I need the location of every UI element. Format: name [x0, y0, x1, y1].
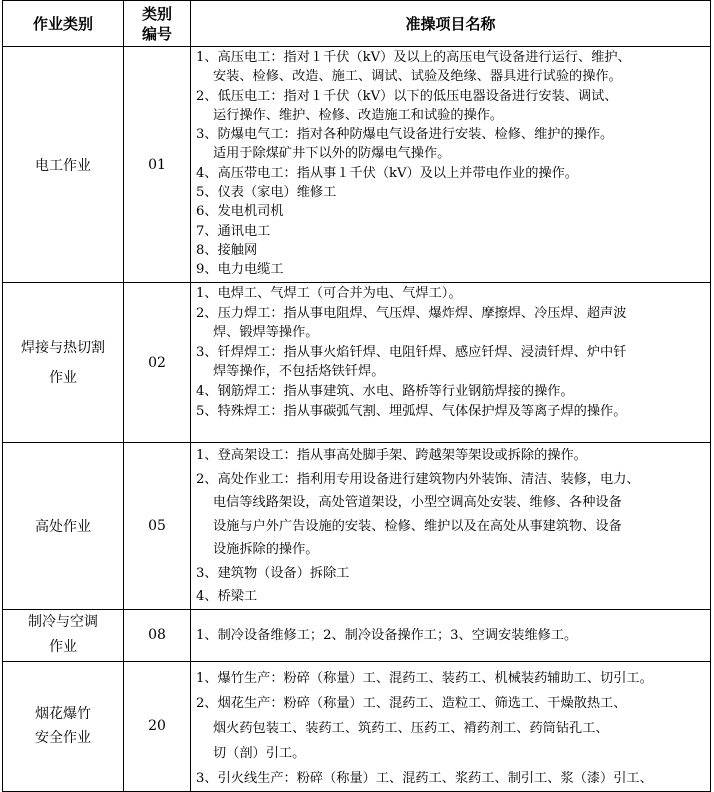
- header-items: 准操项目名称: [191, 1, 711, 47]
- item-line: 烟火药包装工、装药工、筑药工、压药工、褙药剂工、药筒钻孔工、: [213, 720, 609, 736]
- list-item: [196, 766, 706, 791]
- category-cell: [3, 47, 124, 283]
- item-line: 5、仪表（家电）维修工: [196, 185, 337, 201]
- item-line: 焊、锻焊等操作。: [213, 325, 319, 341]
- item-line: 8、接触网: [196, 242, 258, 258]
- items-cell: [191, 443, 711, 610]
- header-code: [124, 1, 191, 47]
- category-text: 焊接与热切割: [21, 339, 105, 356]
- item-line: 安装、检修、改造、施工、调试、试验及绝缘、器具进行试验的操作。: [213, 69, 622, 85]
- item-line: 3、建筑物（设备）拆除工: [196, 565, 350, 581]
- items-cell: [191, 609, 711, 661]
- code-cell: 01: [124, 47, 191, 283]
- list-item: [196, 284, 706, 304]
- list-item: [196, 183, 706, 202]
- permit-table: [2, 0, 711, 792]
- list-item: [196, 202, 706, 221]
- table-row: [3, 661, 711, 791]
- list-item: [196, 402, 706, 422]
- header-row: [3, 1, 711, 47]
- list-item: [196, 222, 706, 241]
- item-line: 1、电焊工、气焊工（可合并为电、气焊工）。: [196, 286, 462, 301]
- item-line: 9、电力电缆工: [196, 262, 284, 278]
- category-text: 制冷与空调: [28, 614, 98, 630]
- table-row: [3, 47, 711, 283]
- item-line: 5、特殊焊工：指从事碳弧气割、埋弧焊、气体保护焊及等离子焊的操作。: [196, 403, 627, 419]
- category-cell: [3, 609, 124, 661]
- item-line: 4、桥梁工: [196, 589, 258, 604]
- item-line: 切（剖）引工。: [213, 745, 306, 761]
- category-text: 烟花爆竹: [35, 706, 91, 722]
- item-line: 3、引火线生产：粉碎（称量）工、混药工、浆药工、制引工、浆（漆）引工、: [196, 770, 653, 786]
- list-item: [196, 87, 706, 126]
- code-cell: 20: [124, 661, 191, 791]
- code-cell: 05: [124, 443, 191, 610]
- list-item: [196, 382, 706, 402]
- item-line: 3、防爆电气工：指对各种防爆电气设备进行安装、检修、维护的操作。: [196, 127, 614, 143]
- category-cell: [3, 661, 124, 791]
- list-item: [196, 444, 706, 468]
- item-line: 3、钎焊焊工：指从事火焰钎焊、电阻钎焊、感应钎焊、浸渍钎焊、炉中钎: [196, 344, 627, 360]
- item-line: 适用于除煤矿井下以外的防爆电气操作。: [213, 146, 451, 162]
- list-item: [196, 562, 706, 586]
- item-line: 运行操作、维护、检修、改造施工和试验的操作。: [213, 107, 504, 123]
- items-cell: [191, 283, 711, 443]
- item-line: 7、通讯电工: [196, 223, 271, 239]
- item-line: 6、发电机司机: [196, 204, 284, 220]
- items-cell: [191, 47, 711, 283]
- table-row: [3, 283, 711, 443]
- table-row: [3, 443, 711, 610]
- item-line: 4、钢筋焊工：指从事建筑、水电、路桥等行业钢筋焊接的操作。: [196, 383, 574, 399]
- category-text: 作业: [49, 639, 77, 655]
- item-line: 2、烟花生产：粉碎（称量）工、混药工、造粒工、筛选工、干燥散热工、: [196, 695, 627, 711]
- item-line: 设施与户外广告设施的安装、检修、维护以及在高处从事建筑物、设备: [213, 518, 622, 534]
- table-row: [3, 609, 711, 661]
- item-line: 1、高压电工：指对１千伏（kV）及以上的高压电气设备进行运行、维护、: [196, 50, 631, 65]
- category-cell: [3, 283, 124, 443]
- category-text: 电工作业: [35, 157, 91, 174]
- item-line: 2、压力焊工：指从事电阻焊、气压焊、爆炸焊、摩擦焊、冷压焊、超声波: [196, 305, 627, 321]
- list-item: [196, 666, 706, 691]
- category-text: 作业: [49, 369, 77, 386]
- category-cell: [3, 443, 124, 610]
- code-cell: 08: [124, 609, 191, 661]
- list-item: [196, 304, 706, 343]
- list-item: [196, 585, 706, 609]
- item-line: 电信等线路架设，高处管道架设，小型空调高处安装、维修、各种设备: [213, 495, 622, 510]
- item-line: 设施拆除的操作。: [213, 542, 319, 557]
- list-item: [196, 260, 706, 279]
- list-item: [196, 48, 706, 87]
- item-line: 1、登高架设工：指从事高处脚手架、跨越架等架设或拆除的操作。: [196, 448, 587, 463]
- list-item: [196, 468, 706, 562]
- list-item: [196, 241, 706, 260]
- list-item: [196, 125, 706, 164]
- item-line: 2、低压电工：指对１千伏（kV）以下的低压电器设备进行安装、调试、: [196, 88, 618, 104]
- item-line: 2、高处作业工：指利用专用设备进行建筑物内外装饰、清洁、装修，电力、: [196, 471, 640, 487]
- header-code-line2: 编号: [141, 24, 172, 43]
- item-line: 1、爆竹生产：粉碎（称量）工、混药工、装药工、机械装药辅助工、切引工。: [196, 670, 653, 686]
- item-line: 焊等操作，不包括烙铁钎焊。: [213, 364, 385, 380]
- header-category: 作业类别: [3, 1, 124, 47]
- list-item: [196, 164, 706, 183]
- items-cell: [191, 661, 711, 791]
- category-text: 高处作业: [35, 518, 91, 535]
- item-line: 4、高压带电工：指从事１千伏（kV）及以上并带电作业的操作。: [196, 165, 578, 181]
- code-cell: 02: [124, 283, 191, 443]
- header-code-line1: 类别: [141, 4, 172, 23]
- category-text: 安全作业: [35, 730, 91, 746]
- item-line: 1、制冷设备维修工；2、制冷设备操作工；3、空调安装维修工。: [196, 627, 578, 643]
- list-item: [196, 626, 706, 645]
- list-item: [196, 343, 706, 382]
- list-item: [196, 691, 706, 766]
